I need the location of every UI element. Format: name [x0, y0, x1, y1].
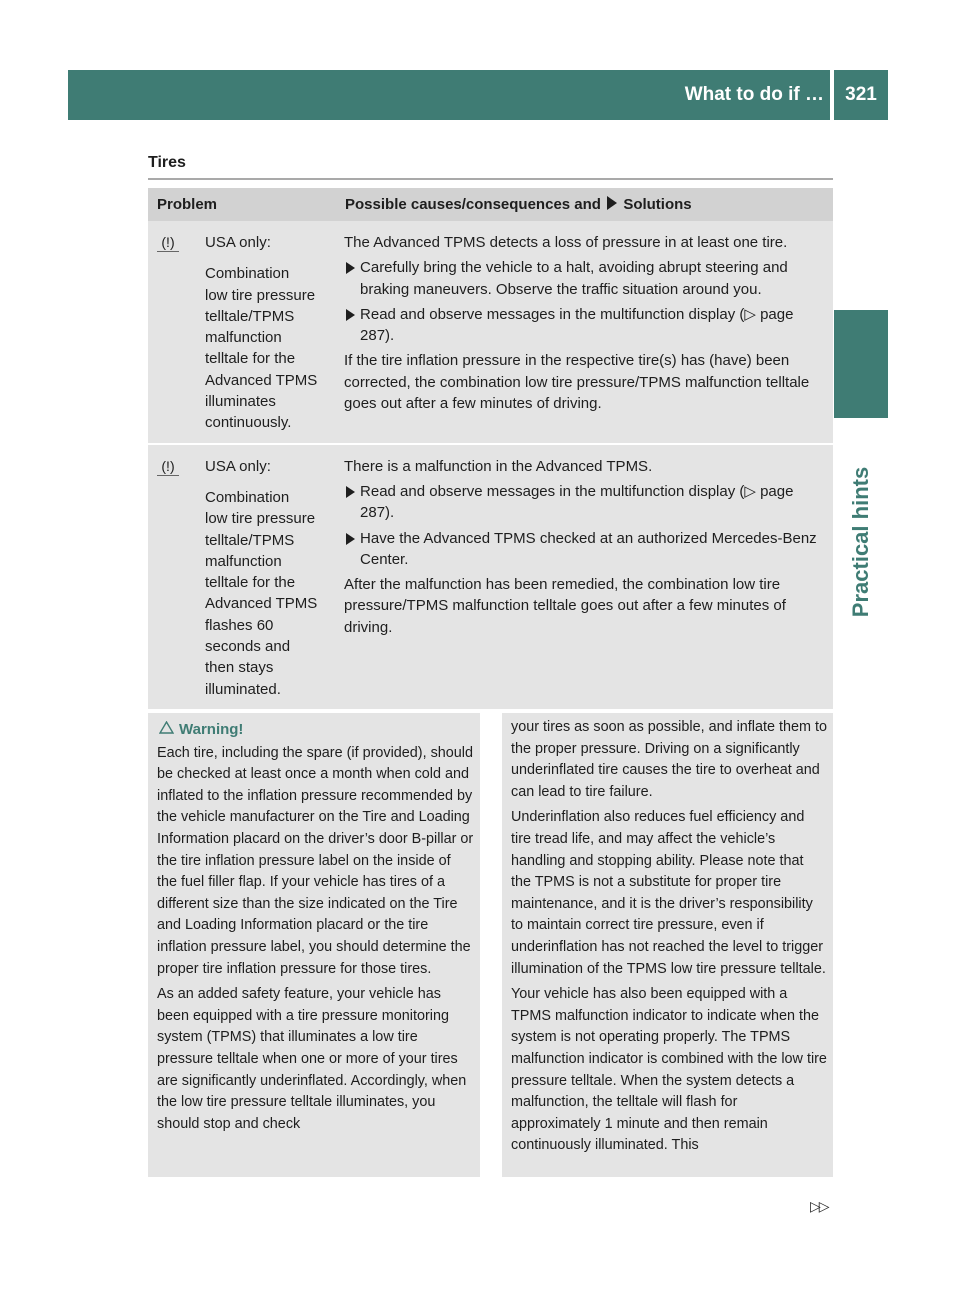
problem-line: Advanced TPMS — [205, 595, 318, 613]
step-arrow-icon — [346, 486, 355, 498]
problem-line: malfunction — [205, 552, 282, 570]
problem-line: low tire pressure — [205, 286, 316, 304]
tire-pressure-icon: (!) — [157, 458, 179, 476]
problem-line: illuminates — [205, 393, 276, 411]
problem-icon-cell — [148, 221, 205, 444]
warning-paragraph: As an added safety feature, your vehicle has been equipped with a tire pressure monitoring system (TPMS) that illuminates a low tire pressure telltale when one or more of your tires are significantly underinflated. Accordingly, when the low tire pressure telltale illuminates, you should stop and check — [157, 986, 467, 1132]
problem-line: malfunction — [205, 329, 282, 347]
side-tab-marker — [834, 310, 888, 418]
table-body — [148, 221, 833, 709]
solution-step — [344, 304, 831, 347]
problem-line: Combination — [205, 488, 290, 506]
problem-description — [205, 444, 336, 709]
section-title: Tires — [148, 154, 186, 171]
step-text: Carefully bring the vehicle to a halt, avoiding abrupt steering and braking maneuvers. Observe the traffic situation around you. — [360, 259, 788, 298]
warning-box-left — [148, 713, 480, 1177]
problem-line: telltale for the — [205, 350, 296, 368]
solution-cell — [336, 444, 833, 709]
warning-box-right — [502, 713, 833, 1177]
solution-cell — [336, 221, 833, 444]
solution-step — [344, 528, 831, 571]
problem-line: Advanced TPMS — [205, 371, 318, 389]
warning-paragraph: Underinflation also reduces fuel efficiency and tire tread life, and may affect the vehicle’s handling and stopping ability. Please note that the TPMS is not a substitute for proper tire maintenance, and it is the driver’s responsibility to maintain correct tire pressure, even if underinflation has not reached the level to trigger illumination of the TPMS low tire pressure telltale. — [511, 809, 826, 977]
side-tab — [834, 422, 888, 662]
problem-line: illuminated. — [205, 680, 281, 698]
step-arrow-icon — [346, 262, 355, 274]
problem-table — [148, 188, 833, 709]
page-number: 321 — [834, 70, 888, 120]
step-arrow-icon — [346, 309, 355, 321]
chapter-title: What to do if … — [684, 84, 824, 105]
problem-description — [205, 221, 336, 444]
warning-paragraph: Your vehicle has also been equipped with a TPMS malfunction indicator to indicate when the system is not operating properly. The TPMS malfunction indicator is combined with the low tire pressure telltale. When the system detects a malfunction, the telltale will flash for approximately 1 minute and then remain continuously illuminated. This — [511, 986, 827, 1154]
warning-paragraph: Each tire, including the spare (if provided), should be checked at least once a month when cold and inflated to the inflation pressure recommended by the vehicle manufacturer on the Tire and Loading Information placard on the driver’s door B-pillar or the tire inflation pressure label on the inside of the fuel filler flap. If your vehicle has tires of a different size than the size indicated on the Tire and Loading Information placard or the tire inflation pressure label, you should determine the proper tire inflation pressure for those tires. — [157, 744, 474, 977]
problem-line: telltale for the — [205, 574, 296, 592]
step-text: Read and observe messages in the multifunction display (▷ page 287). — [360, 482, 794, 522]
header-solutions-pre: Possible causes/consequences and — [345, 196, 601, 213]
step-text: Read and observe messages in the multifunction display (▷ page 287). — [360, 305, 794, 345]
problem-line: then stays — [205, 659, 274, 677]
solution-arrow-icon — [607, 196, 617, 210]
result-text: After the malfunction has been remedied, the combination low tire pressure/TPMS malfunction telltale goes out after a few minutes of driving. — [344, 576, 786, 636]
table-header-row — [148, 188, 833, 221]
section-divider — [148, 178, 833, 180]
header-problem: Problem — [148, 188, 336, 221]
step-arrow-icon — [346, 533, 355, 545]
solution-step — [344, 481, 831, 524]
header-solutions-post: Solutions — [623, 196, 692, 213]
problem-line: telltale/TPMS — [205, 531, 295, 549]
problem-line — [205, 477, 332, 487]
table-row — [148, 221, 833, 444]
continue-arrows-icon: ▷▷ — [810, 1198, 828, 1214]
problem-icon-cell — [148, 444, 205, 709]
tire-pressure-icon: (!) — [157, 234, 179, 252]
problem-line — [205, 253, 332, 263]
warning-title: Warning! — [179, 721, 244, 738]
header-solutions — [336, 188, 833, 221]
cause-text: There is a malfunction in the Advanced TPMS. — [344, 457, 653, 475]
side-tab-label: Practical hints — [848, 466, 873, 618]
problem-line: continuously. — [205, 414, 292, 432]
problem-line: USA only: — [205, 234, 271, 251]
solution-step — [344, 257, 831, 300]
cause-text: The Advanced TPMS detects a loss of pressure in at least one tire. — [344, 234, 788, 251]
problem-line: Combination — [205, 265, 290, 283]
problem-line: USA only: — [205, 457, 271, 475]
problem-line: seconds and — [205, 638, 291, 656]
table-row — [148, 444, 833, 709]
step-text: Have the Advanced TPMS checked at an authorized Mercedes-Benz Center. — [360, 529, 817, 568]
problem-line: flashes 60 — [205, 616, 274, 634]
warning-paragraph: your tires as soon as possible, and inflate them to the proper pressure. Driving on a significantly underinflated tire causes the tire to overheat and can lead to tire failure. — [511, 719, 827, 800]
warning-heading — [157, 719, 474, 741]
problem-line: telltale/TPMS — [205, 307, 295, 325]
result-text: If the tire inflation pressure in the respective tire(s) has (have) been corrected, the combination low tire pressure/TPMS malfunction telltale goes out after a few minutes of driving. — [344, 352, 810, 413]
problem-line: low tire pressure — [205, 510, 316, 528]
warning-triangle-icon — [157, 719, 175, 741]
